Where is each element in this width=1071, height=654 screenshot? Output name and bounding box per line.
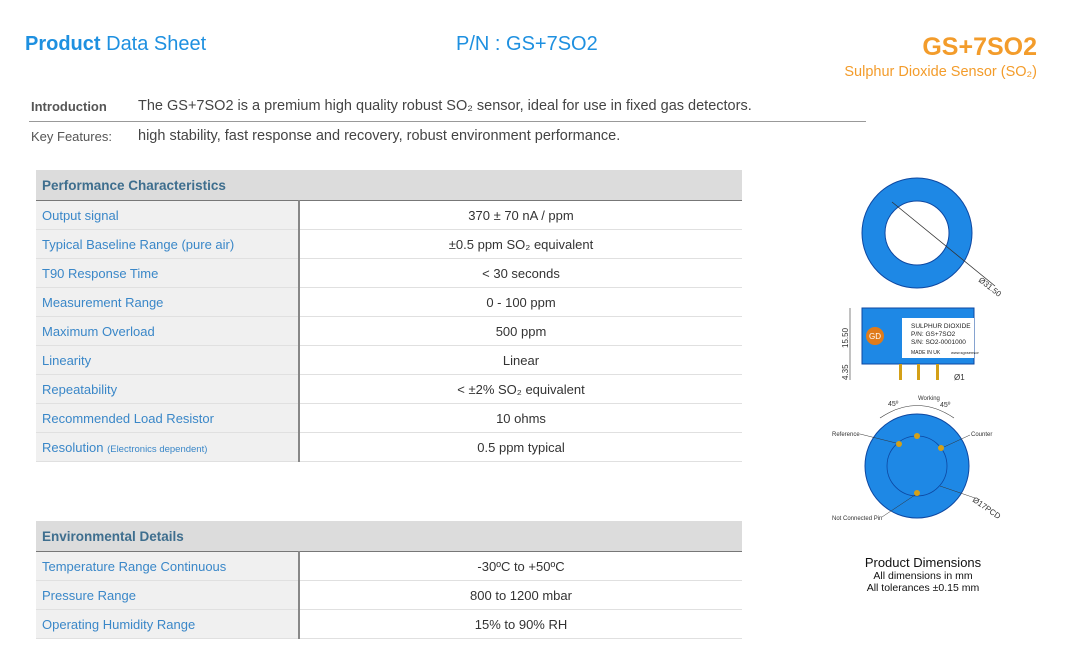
dimensions-note-1: All dimensions in mm bbox=[873, 570, 973, 582]
angle-right-label: 45º bbox=[940, 402, 951, 409]
table-row bbox=[36, 259, 742, 288]
counter-label: Counter bbox=[971, 432, 993, 438]
model-name: GS+7SO2 bbox=[922, 33, 1037, 61]
pin bbox=[899, 364, 902, 380]
sensor-top-window bbox=[885, 201, 949, 265]
row-label: Pressure Range bbox=[36, 581, 299, 610]
row-value: -30ºC to +50ºC bbox=[299, 552, 742, 581]
intro-text: The GS+7SO2 is a premium high quality robust SO₂ sensor, ideal for use in fixed gas detectors. bbox=[138, 98, 752, 114]
pcd-label: Ø17PCD bbox=[970, 495, 1003, 522]
side-view bbox=[841, 308, 979, 382]
row-label: Recommended Load Resistor bbox=[36, 404, 299, 433]
row-value: 0 - 100 ppm bbox=[299, 288, 742, 317]
brand-rest: Data Sheet bbox=[100, 33, 207, 55]
table-row bbox=[36, 404, 742, 433]
reference-pin bbox=[896, 441, 902, 447]
row-value: 370 ± 70 nA / ppm bbox=[299, 201, 742, 230]
table-row bbox=[36, 433, 742, 462]
table-row bbox=[36, 610, 742, 639]
table-row bbox=[36, 201, 742, 230]
table-row bbox=[36, 346, 742, 375]
label-line4: MADE IN UK bbox=[911, 350, 941, 356]
working-label: Working bbox=[918, 396, 940, 402]
features-text: high stability, fast response and recovery, robust environment performance. bbox=[138, 128, 621, 144]
row-label: Output signal bbox=[36, 201, 299, 230]
row-value: 15% to 90% RH bbox=[299, 610, 742, 639]
pin bbox=[936, 364, 939, 380]
dimensions-title: Product Dimensions bbox=[864, 555, 982, 570]
row-label-note: (Electronics dependent) bbox=[107, 443, 208, 455]
table-row bbox=[36, 230, 742, 259]
performance-title: Performance Characteristics bbox=[36, 170, 742, 201]
environmental-table bbox=[36, 521, 742, 639]
row-label: Temperature Range Continuous bbox=[36, 552, 299, 581]
row-label: Maximum Overload bbox=[36, 317, 299, 346]
label-line3: S/N: SO2-0001000 bbox=[911, 339, 966, 346]
table-row bbox=[36, 317, 742, 346]
row-label: Linearity bbox=[36, 346, 299, 375]
row-value: 0.5 ppm typical bbox=[299, 433, 742, 462]
row-value: 500 ppm bbox=[299, 317, 742, 346]
counter-pin bbox=[938, 445, 944, 451]
row-value: 800 to 1200 mbar bbox=[299, 581, 742, 610]
pin-length-label: 4.35 bbox=[841, 364, 850, 380]
environmental-title: Environmental Details bbox=[36, 521, 742, 552]
sensor-bottom-body bbox=[865, 414, 969, 518]
top-diameter-label: Ø31.50 bbox=[976, 275, 1003, 299]
sensor-drawings bbox=[820, 148, 1035, 538]
row-value: < 30 seconds bbox=[299, 259, 742, 288]
model-subtitle: Sulphur Dioxide Sensor (SO₂) bbox=[844, 64, 1037, 80]
divider bbox=[29, 121, 866, 122]
bottom-view bbox=[832, 396, 1002, 522]
pin bbox=[917, 364, 920, 380]
datasheet-title bbox=[25, 33, 206, 56]
label-web: www.sgxsensor bbox=[951, 350, 979, 355]
intro-label: Introduction bbox=[31, 99, 107, 114]
row-label: Measurement Range bbox=[36, 288, 299, 317]
logo-text: GD bbox=[869, 332, 881, 341]
table-row bbox=[36, 375, 742, 404]
nc-label: Not Connected Pin bbox=[832, 516, 883, 522]
row-value: ±0.5 ppm SO₂ equivalent bbox=[299, 230, 742, 259]
row-value: Linear bbox=[299, 346, 742, 375]
label-line2: P/N: GS+7SO2 bbox=[911, 331, 956, 338]
label-line1: SULPHUR DIOXIDE bbox=[911, 323, 971, 330]
row-label-text: Resolution bbox=[42, 439, 104, 455]
brand-bold: Product bbox=[25, 33, 101, 55]
row-label: Repeatability bbox=[36, 375, 299, 404]
top-view bbox=[862, 178, 1003, 299]
angle-left-label: 45º bbox=[888, 401, 899, 408]
pin-dia-label: Ø1 bbox=[954, 373, 965, 382]
table-row bbox=[36, 288, 742, 317]
table-row bbox=[36, 581, 742, 610]
row-value: 10 ohms bbox=[299, 404, 742, 433]
row-label: Operating Humidity Range bbox=[36, 610, 299, 639]
reference-label: Reference bbox=[832, 432, 860, 438]
performance-table bbox=[36, 170, 742, 462]
features-label: Key Features: bbox=[31, 129, 112, 144]
row-label: T90 Response Time bbox=[36, 259, 299, 288]
dimensions-note-2: All tolerances ±0.15 mm bbox=[866, 582, 980, 594]
row-value: < ±2% SO₂ equivalent bbox=[299, 375, 742, 404]
table-row bbox=[36, 552, 742, 581]
part-number: P/N : GS+7SO2 bbox=[456, 33, 598, 55]
row-label bbox=[36, 433, 299, 462]
product-dimensions bbox=[833, 555, 1013, 594]
side-height-label: 15.50 bbox=[841, 327, 850, 348]
working-pin bbox=[914, 433, 920, 439]
row-label: Typical Baseline Range (pure air) bbox=[36, 230, 299, 259]
